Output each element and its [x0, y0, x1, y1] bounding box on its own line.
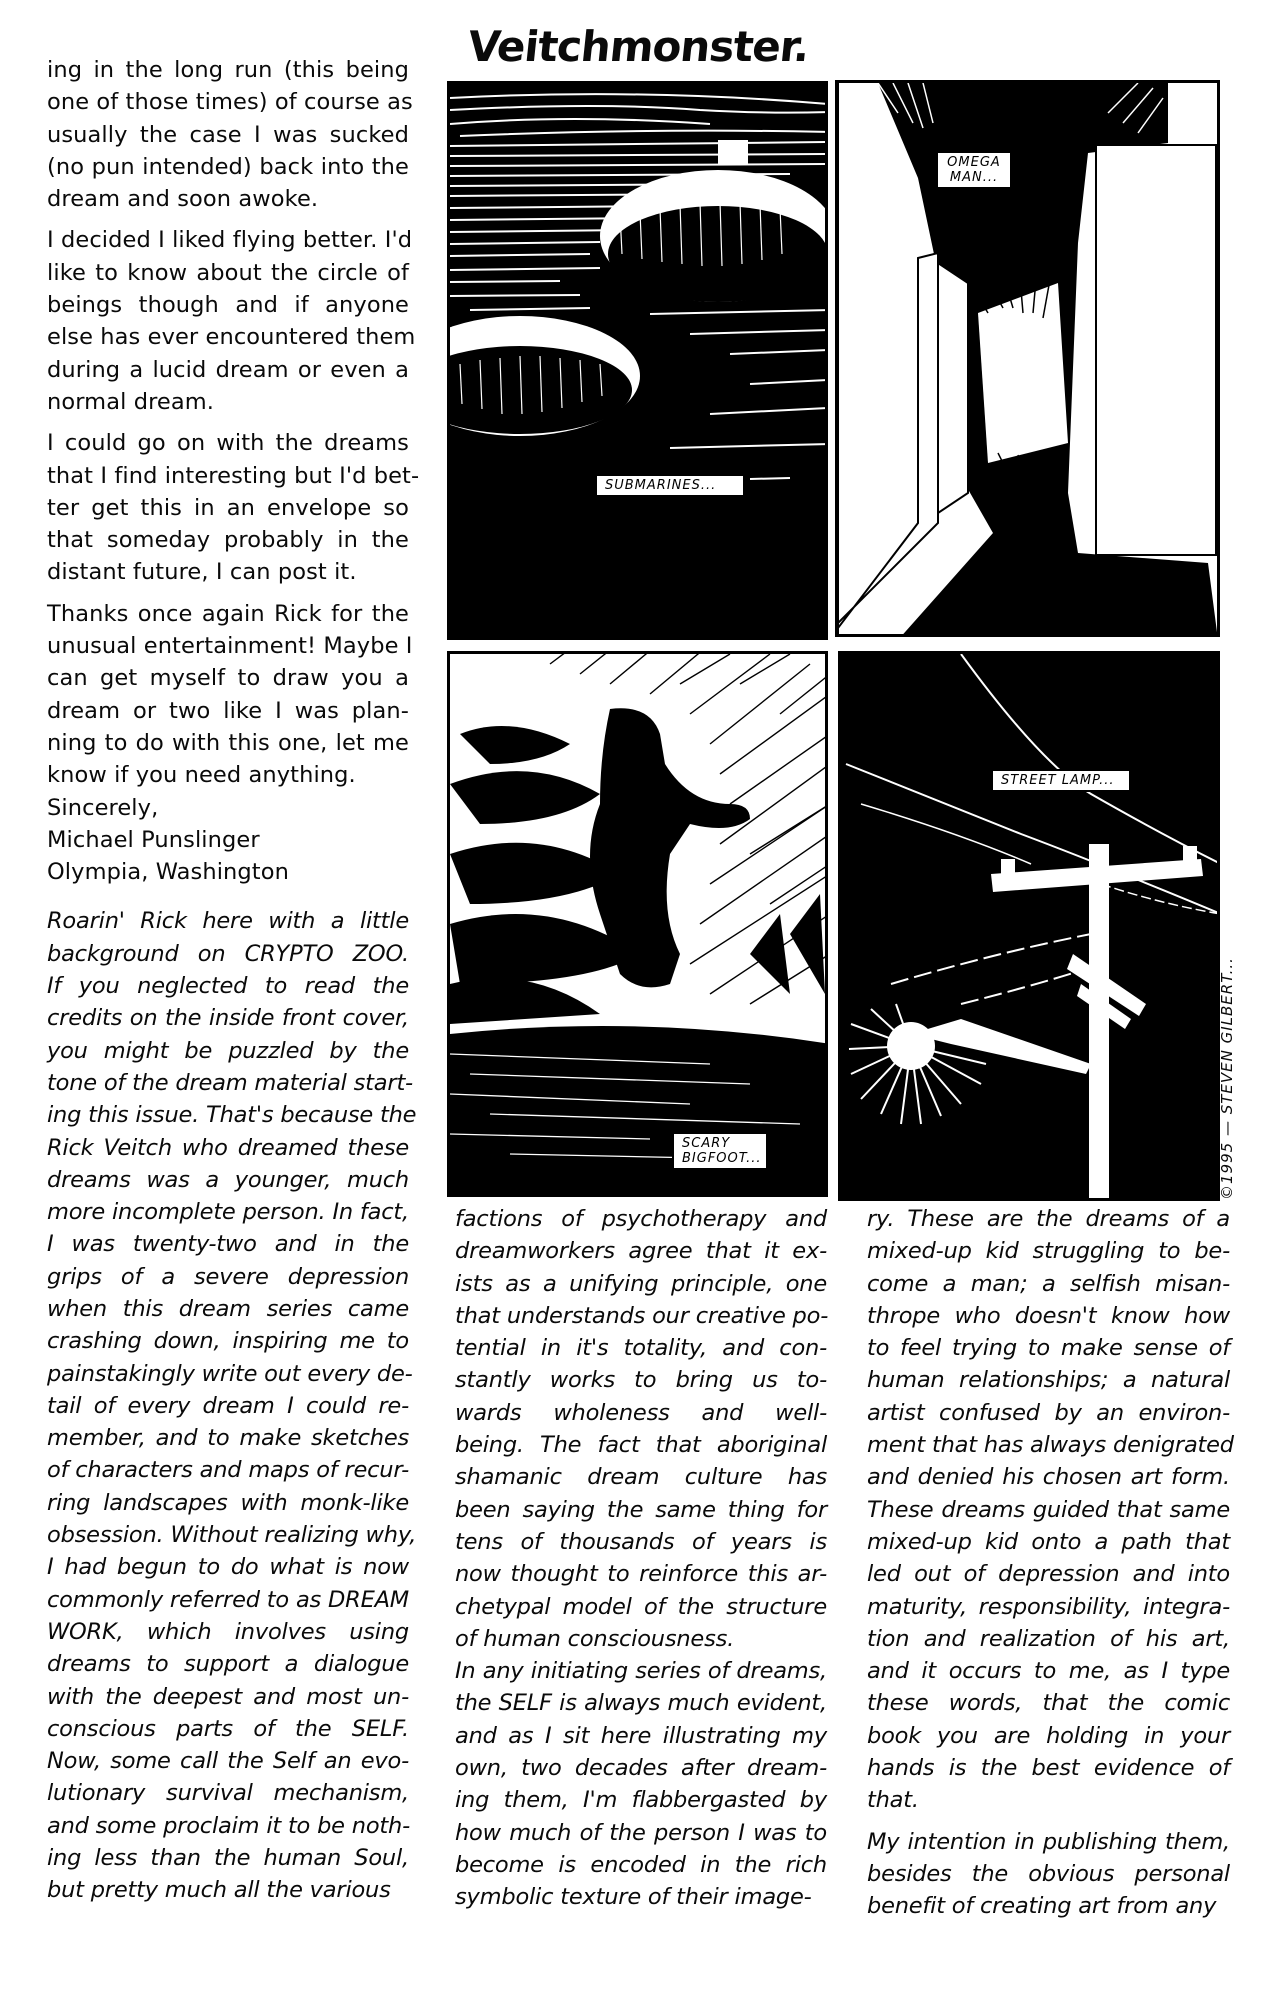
text-line: credits on the inside front cover,: [47, 1005, 409, 1032]
text-line: ment that has always denigrated: [867, 1432, 1234, 1459]
right-column: [867, 1203, 1234, 1923]
text-line: that understands our creative po-: [455, 1302, 829, 1329]
signature-name: Michael Punslinger: [47, 826, 260, 853]
text-line: commonly referred to as DREAM: [47, 1586, 409, 1613]
text-line: ing in the long run (this being: [47, 57, 409, 83]
text-line: of human consciousness.: [455, 1625, 735, 1652]
text-line: chetypal model of the structure: [455, 1593, 827, 1620]
caption-bigfoot: [672, 1132, 768, 1170]
caption-omega-man-line1: OMEGA: [947, 155, 1001, 170]
left-column: [47, 54, 420, 1907]
text-line: these words, that the comic: [867, 1690, 1230, 1717]
text-line: In any initiating series of dreams,: [455, 1658, 827, 1685]
text-line: ning to do with this one, let me: [47, 729, 409, 756]
text-line: dreams was a younger, much: [47, 1166, 409, 1193]
text-line: else has ever encountered them: [47, 324, 416, 351]
text-line: you might be puzzled by the: [47, 1037, 409, 1064]
caption-street-lamp: STREET LAMP...: [991, 769, 1131, 792]
caption-bigfoot-line1: SCARY: [682, 1136, 731, 1151]
text-line: shamanic dream culture has: [455, 1464, 827, 1491]
text-line: being. The fact that aboriginal: [455, 1432, 827, 1459]
text-line: Thanks once again Rick for the: [47, 600, 409, 627]
text-line: wards wholeness and well-: [455, 1399, 827, 1426]
text-line: and it occurs to me, as I type: [867, 1658, 1230, 1685]
text-line: become is encoded in the rich: [455, 1851, 827, 1878]
text-line: tion and realization of his art,: [867, 1625, 1230, 1652]
text-line: (no pun intended) back into the: [47, 153, 409, 180]
text-line: mixed-up kid onto a path that: [867, 1528, 1230, 1555]
closing: Sincerely,: [47, 794, 159, 821]
text-line: that I find interesting but I'd bet-: [47, 462, 420, 489]
text-line: when this dream series came: [47, 1295, 409, 1322]
text-line: distant future, I can post it.: [47, 559, 357, 586]
text-line: I could go on with the dreams: [47, 430, 409, 457]
comic-panel-bigfoot: [447, 651, 828, 1197]
text-line: hands is the best evidence of: [867, 1755, 1230, 1782]
text-line: ring landscapes with monk-like: [47, 1489, 409, 1516]
text-line: obsession. Without realizing why,: [47, 1522, 417, 1549]
text-line: to feel trying to make sense of: [867, 1335, 1230, 1362]
text-line: If you neglected to read the: [47, 973, 409, 1000]
text-line: member, and to make sketches: [47, 1425, 409, 1452]
text-line: tential in it's totality, and con-: [455, 1335, 827, 1362]
strip-title: Veitchmonster.: [465, 22, 812, 71]
text-line: ry. These are the dreams of a: [867, 1206, 1230, 1232]
text-line: book you are holding in your: [867, 1722, 1230, 1749]
text-line: beings though and if anyone: [47, 292, 409, 319]
text-line: Rick Veitch who dreamed these: [47, 1134, 409, 1161]
text-line: own, two decades after dream-: [455, 1755, 827, 1782]
text-line: know if you need anything.: [47, 762, 356, 789]
caption-omega-man-line2: MAN...: [949, 170, 999, 185]
text-line: symbolic texture of their image-: [455, 1884, 812, 1911]
text-line: artist confused by an environ-: [867, 1399, 1230, 1426]
signature-location: Olympia, Washington: [47, 859, 289, 886]
text-line: background on CRYPTO ZOO.: [47, 940, 409, 967]
text-line: more incomplete person. In fact,: [47, 1199, 409, 1226]
text-line: I decided I liked flying better. I'd: [47, 227, 413, 254]
text-line: mixed-up kid struggling to be-: [867, 1238, 1230, 1265]
middle-column: [455, 1203, 827, 1914]
text-line: usually the case I was sucked: [47, 121, 409, 148]
text-line: with the deepest and most un-: [47, 1683, 409, 1710]
text-line: can get myself to draw you a: [47, 665, 409, 692]
caption-bigfoot-line2: BIGFOOT...: [682, 1151, 762, 1166]
comic-panel-street-lamp: [838, 651, 1220, 1201]
text-line: like to know about the circle of: [47, 259, 409, 286]
editorial-right-paragraph-2: [867, 1826, 1230, 1923]
text-line: during a lucid dream or even a: [47, 356, 409, 383]
text-line: dream or two like I was plan-: [47, 697, 409, 724]
text-line: I was twenty-two and in the: [47, 1231, 409, 1258]
text-line: conscious parts of the SELF.: [47, 1715, 409, 1742]
letter-paragraph: [47, 224, 416, 418]
text-line: dreams to support a dialogue: [47, 1651, 409, 1678]
text-line: grips of a severe depression: [47, 1263, 409, 1290]
text-line: ing them, I'm flabbergasted by: [455, 1787, 827, 1814]
editorial-left: [47, 905, 417, 1906]
text-line: and some proclaim it to be noth-: [47, 1812, 410, 1839]
artist-credit: ©1995 — STEVEN GILBERT...: [1218, 957, 1236, 1200]
letter-paragraph: [47, 54, 413, 215]
text-line: that.: [867, 1787, 919, 1814]
editorial-mid-paragraph-1: [455, 1203, 827, 1655]
text-line: and denied his chosen art form.: [867, 1464, 1230, 1491]
text-line: dream and soon awoke.: [47, 186, 319, 213]
text-line: lutionary survival mechanism,: [47, 1780, 409, 1807]
text-line: besides the obvious personal: [867, 1860, 1230, 1887]
text-line: the SELF is always much evident,: [455, 1690, 827, 1717]
text-line: led out of depression and into: [867, 1561, 1230, 1588]
editorial-right-paragraph-1: [867, 1203, 1234, 1817]
text-line: painstakingly write out every de-: [47, 1360, 413, 1387]
text-line: human relationships; a natural: [867, 1367, 1230, 1394]
letter-signoff: [47, 792, 409, 889]
letter-paragraph: [47, 427, 420, 588]
text-line: that someday probably in the: [47, 527, 409, 554]
comic-panel-omega-man: [835, 80, 1220, 637]
text-line: crashing down, inspiring me to: [47, 1328, 409, 1355]
text-line: benefit of creating art from any: [867, 1893, 1217, 1920]
text-line: now thought to reinforce this ar-: [455, 1561, 827, 1588]
text-line: normal dream.: [47, 388, 215, 415]
text-line: ter get this in an envelope so: [47, 494, 409, 521]
editorial-mid-paragraph-2: [455, 1655, 827, 1913]
text-line: thrope who doesn't know how: [867, 1302, 1230, 1329]
letter-body: [47, 54, 420, 792]
text-line: tail of every dream I could re-: [47, 1392, 409, 1419]
text-line: ing this issue. That's because the: [47, 1102, 417, 1129]
text-line: one of those times) of course as: [47, 89, 413, 116]
text-line: ing less than the human Soul,: [47, 1845, 409, 1872]
text-line: My intention in publishing them,: [867, 1828, 1230, 1855]
comic-panel-submarines: [447, 81, 828, 640]
letter-paragraph: [47, 598, 413, 792]
text-line: factions of psychotherapy and: [455, 1206, 827, 1232]
caption-submarines: SUBMARINES...: [595, 474, 745, 497]
text-line: tens of thousands of years is: [455, 1528, 827, 1555]
text-line: Now, some call the Self an evo-: [47, 1748, 409, 1775]
text-line: dreamworkers agree that it ex-: [455, 1238, 827, 1265]
text-line: but pretty much all the various: [47, 1877, 391, 1904]
caption-omega-man: [936, 151, 1012, 189]
text-line: Roarin' Rick here with a little: [47, 908, 409, 935]
street-lamp-illustration: [841, 654, 1220, 1201]
omega-man-illustration: [838, 83, 1220, 637]
text-line: ists as a unifying principle, one: [455, 1270, 827, 1297]
bigfoot-illustration: [450, 654, 828, 1197]
text-line: come a man; a selfish misan-: [867, 1270, 1230, 1297]
text-line: and as I sit here illustrating my: [455, 1722, 827, 1749]
text-line: unusual entertainment! Maybe I: [47, 633, 413, 660]
text-line: These dreams guided that same: [867, 1496, 1230, 1523]
text-line: maturity, responsibility, integra-: [867, 1593, 1230, 1620]
text-line: I had begun to do what is now: [47, 1554, 409, 1581]
submarines-illustration: [450, 84, 828, 640]
text-line: WORK, which involves using: [47, 1618, 409, 1645]
text-line: tone of the dream material start-: [47, 1069, 413, 1096]
text-line: been saying the same thing for: [455, 1496, 827, 1523]
text-line: stantly works to bring us to-: [455, 1367, 827, 1394]
text-line: how much of the person I was to: [455, 1819, 827, 1846]
text-line: of characters and maps of recur-: [47, 1457, 410, 1484]
